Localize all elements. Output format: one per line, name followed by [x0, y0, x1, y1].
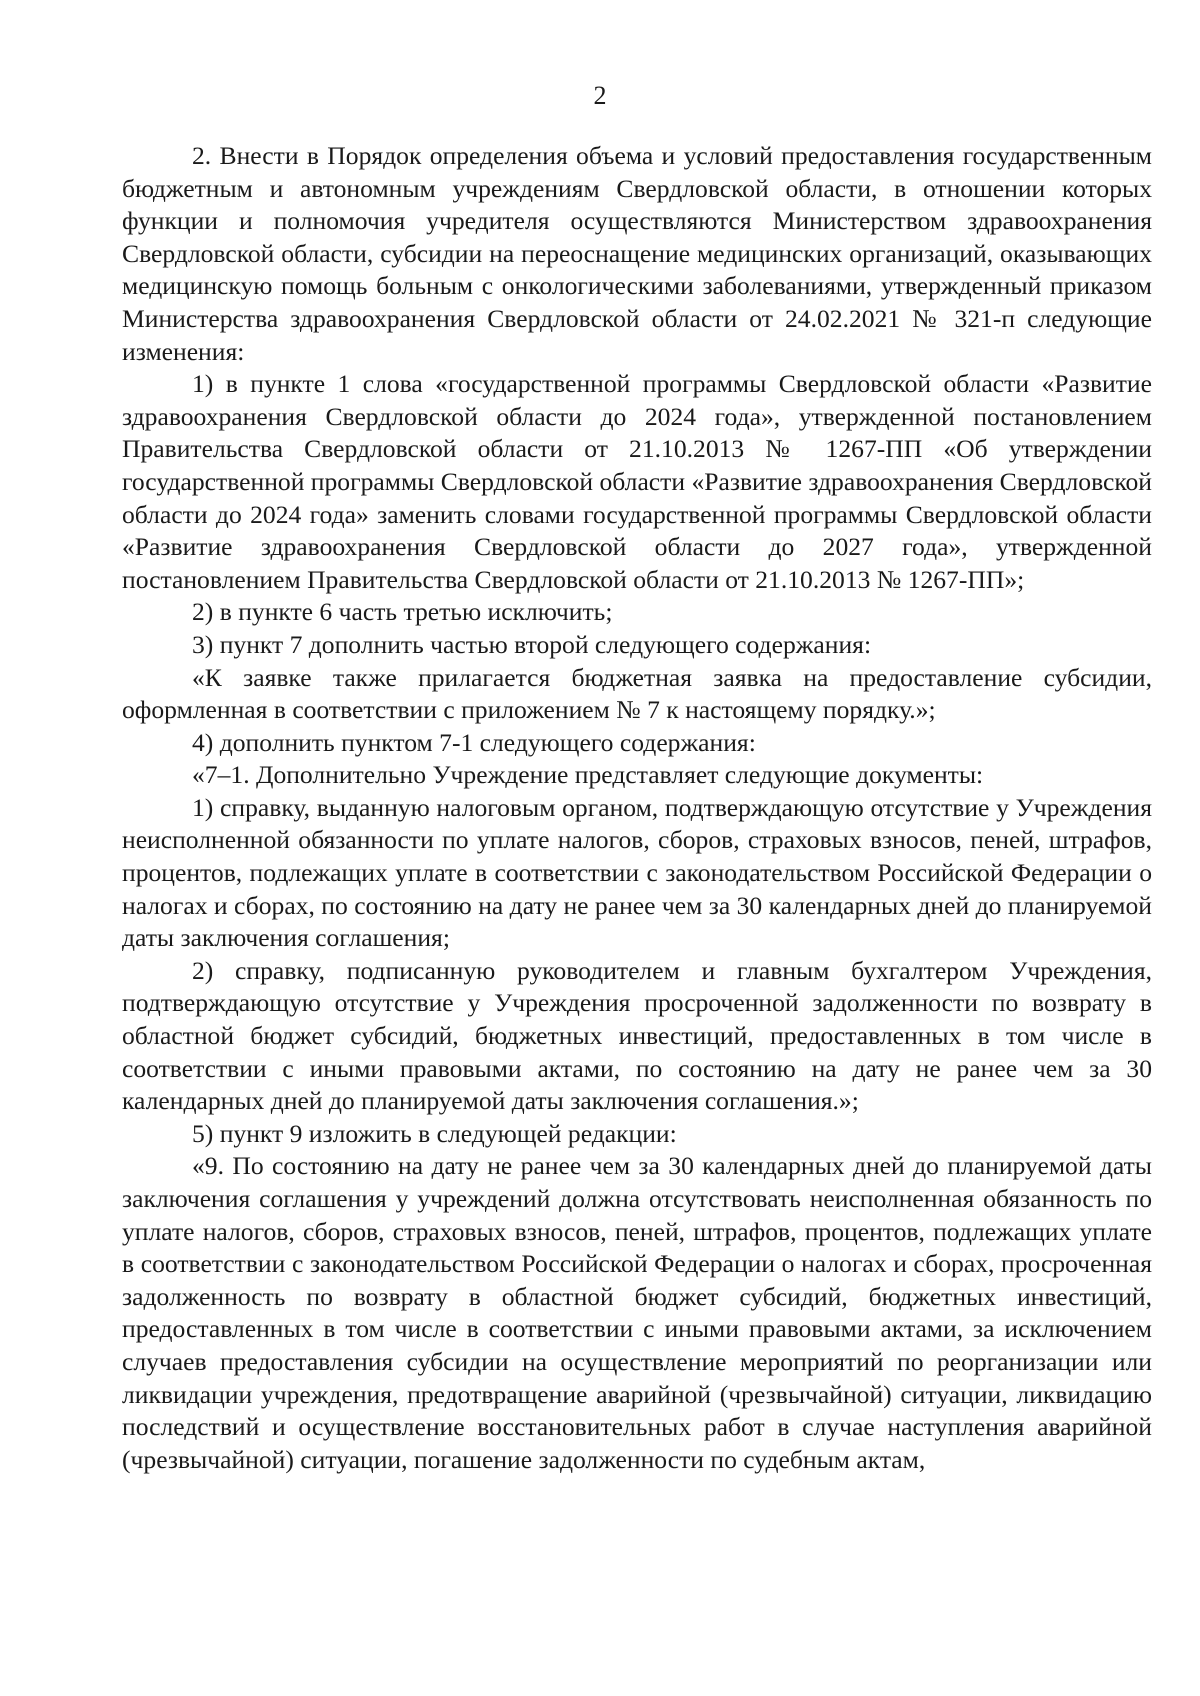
paragraph-item-5-quote: «9. По состоянию на дату не ранее чем за 30 календарных дней до планируемой даты заключения соглашения у учреждений должна отсутствовать неисполненная обязанность по уплате налогов, сборов, страховых взносов, пеней, штрафов, процентов, подлежащих уплате в соответствии с законодательством Российской Федерации о налогах и сборах, просроченная задолженность по возврату в областной бюджет субсидий, бюджетных инвестиций, предоставленных в том числе в соответствии с иными правовыми актами, за исключением случаев предоставления субсидии на осуществление мероприятий по реорганизации или ликвидации учреждения, предотвращение аварийной (чрезвычайной) ситуации, ликвидацию последствий и осуществление восстановительных работ в случае наступления аварийной (чрезвычайной) ситуации, погашение задолженности по судебным актам,	[122, 1151, 1152, 1474]
document-body	[122, 140, 1152, 1476]
paragraph-item-4: 4) дополнить пунктом 7-1 следующего содержания:	[192, 727, 756, 757]
paragraph-item-3: 3) пункт 7 дополнить частью второй следующего содержания:	[192, 629, 872, 659]
paragraph-item-3-quote: «К заявке также прилагается бюджетная заявка на предоставление субсидии, оформленная в соответствии с приложением № 7 к настоящему порядку.»;	[122, 662, 1152, 725]
page-number: 2	[593, 81, 607, 110]
paragraph-item-4-quote-intro: «7–1. Дополнительно Учреждение представляет следующие документы:	[192, 760, 984, 790]
paragraph-item-1: 1) в пункте 1 слова «государственной программы Свердловской области «Развитие здравоохранения Свердловской области до 2024 года», утвержденной постановлением Правительства Свердловской области от 21.10.2013 № 1267-ПП «Об утверждении государственной программы Свердловской области «Развитие здравоохранения Свердловской области до 2024 года» заменить словами государственной программы Свердловской области «Развитие здравоохранения Свердловской области до 2027 года», утвержденной постановлением Правительства Свердловской области от 21.10.2013 № 1267-ПП»;	[122, 369, 1152, 594]
paragraph-item-5: 5) пункт 9 изложить в следующей редакции:	[192, 1118, 677, 1148]
paragraph-item-4-subitem-2: 2) справку, подписанную руководителем и главным бухгалтером Учреждения, подтверждающую отсутствие у Учреждения просроченной задолженности по возврату в областной бюджет субсидий, бюджетных инвестиций, предоставленных в том числе в соответствии с иными правовыми актами, по состоянию на дату не ранее чем за 30 календарных дней до планируемой даты заключения соглашения.»;	[122, 955, 1152, 1116]
paragraph-item-2: 2) в пункте 6 часть третью исключить;	[192, 597, 613, 627]
paragraph-amendment-intro: 2. Внести в Порядок определения объема и условий предоставления государственным бюджетным и автономным учреждениям Свердловской области, в отношении которых функции и полномочия учредителя осуществляются Министерством здравоохранения Свердловской области, субсидии на переоснащение медицинских организаций, оказывающих медицинскую помощь больным с онкологическими заболеваниями, утвержденный приказом Министерства здравоохранения Свердловской области от 24.02.2021 № 321-п следующие изменения:	[122, 141, 1152, 366]
paragraph-item-4-subitem-1: 1) справку, выданную налоговым органом, подтверждающую отсутствие у Учреждения неисполненной обязанности по уплате налогов, сборов, страховых взносов, пеней, штрафов, процентов, подлежащих уплате в соответствии с законодательством Российской Федерации о налогах и сборах, по состоянию на дату не ранее чем за 30 календарных дней до планируемой даты заключения соглашения;	[122, 792, 1152, 953]
